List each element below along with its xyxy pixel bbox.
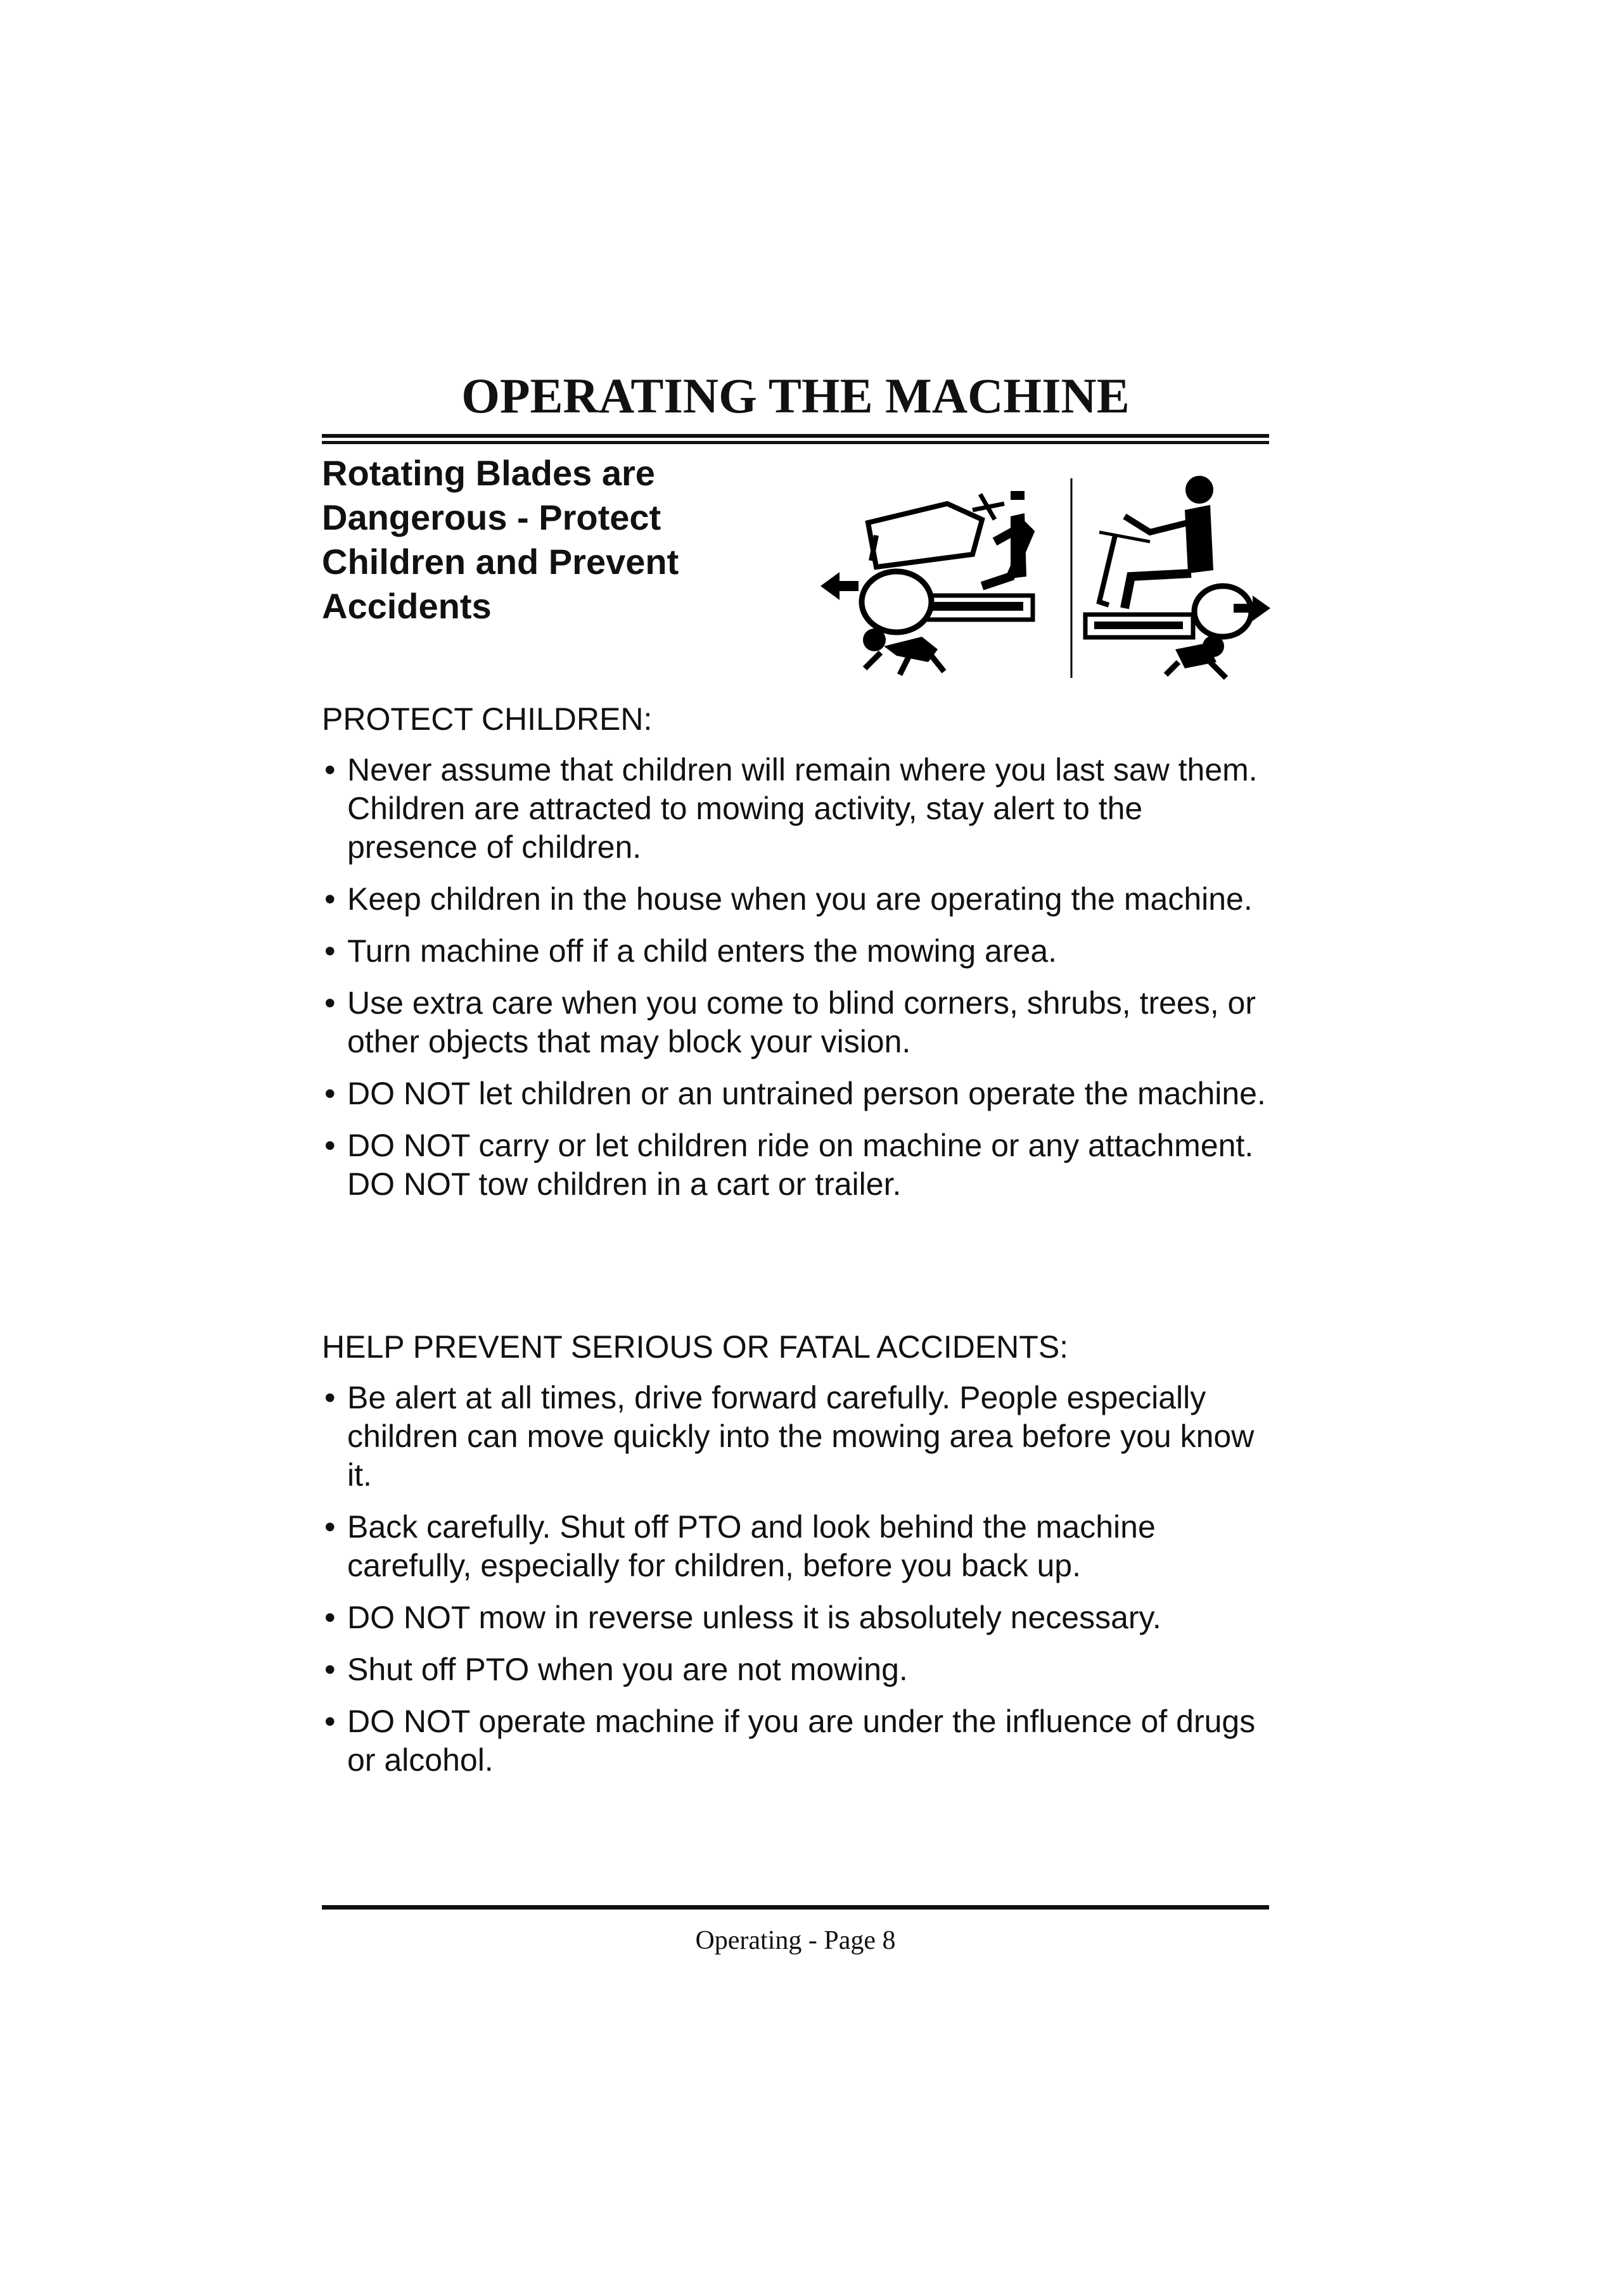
list-item: • Be alert at all times, drive forward carefully. People especially children can move quickly into the mowing area before you know it. bbox=[322, 1379, 1272, 1495]
mower-forward-child-hazard-icon bbox=[1085, 476, 1270, 678]
protect-children-list bbox=[322, 751, 1272, 1217]
list-item: • Keep children in the house when you are operating the machine. bbox=[322, 880, 1272, 919]
list-item: • DO NOT carry or let children ride on machine or any attachment. DO NOT tow children in a cart or trailer. bbox=[322, 1126, 1272, 1204]
list-item: • DO NOT mow in reverse unless it is absolutely necessary. bbox=[322, 1598, 1272, 1637]
page-footer: Operating - Page 8 bbox=[695, 1926, 896, 1955]
list-item: • DO NOT operate machine if you are under the influence of drugs or alcohol. bbox=[322, 1702, 1272, 1780]
list-item: • DO NOT let children or an untrained person operate the machine. bbox=[322, 1075, 1272, 1113]
warning-heading: Rotating Blades are Dangerous - Protect Children and Prevent Accidents bbox=[322, 453, 679, 626]
section-title-protect-children: PROTECT CHILDREN: bbox=[322, 701, 653, 737]
list-item: • Never assume that children will remain where you last saw them. Children are attracted to mowing activity, stay alert to the presence of children. bbox=[322, 751, 1272, 867]
prevent-accidents-list bbox=[322, 1379, 1272, 1793]
footer-rule bbox=[322, 1905, 1269, 1910]
page-title: OPERATING THE MACHINE bbox=[461, 368, 1130, 423]
mower-reverse-child-hazard-icon bbox=[821, 491, 1033, 675]
list-item: • Use extra care when you come to blind corners, shrubs, trees, or other objects that may block your vision. bbox=[322, 984, 1272, 1061]
mower-safety-illustration bbox=[821, 466, 1270, 681]
list-item: • Shut off PTO when you are not mowing. bbox=[322, 1650, 1272, 1689]
list-item: • Back carefully. Shut off PTO and look behind the machine carefully, especially for children, before you back up. bbox=[322, 1508, 1272, 1585]
list-item: • Turn machine off if a child enters the mowing area. bbox=[322, 932, 1272, 971]
section-title-prevent-accidents: HELP PREVENT SERIOUS OR FATAL ACCIDENTS: bbox=[322, 1329, 1069, 1365]
title-double-rule bbox=[322, 434, 1269, 445]
